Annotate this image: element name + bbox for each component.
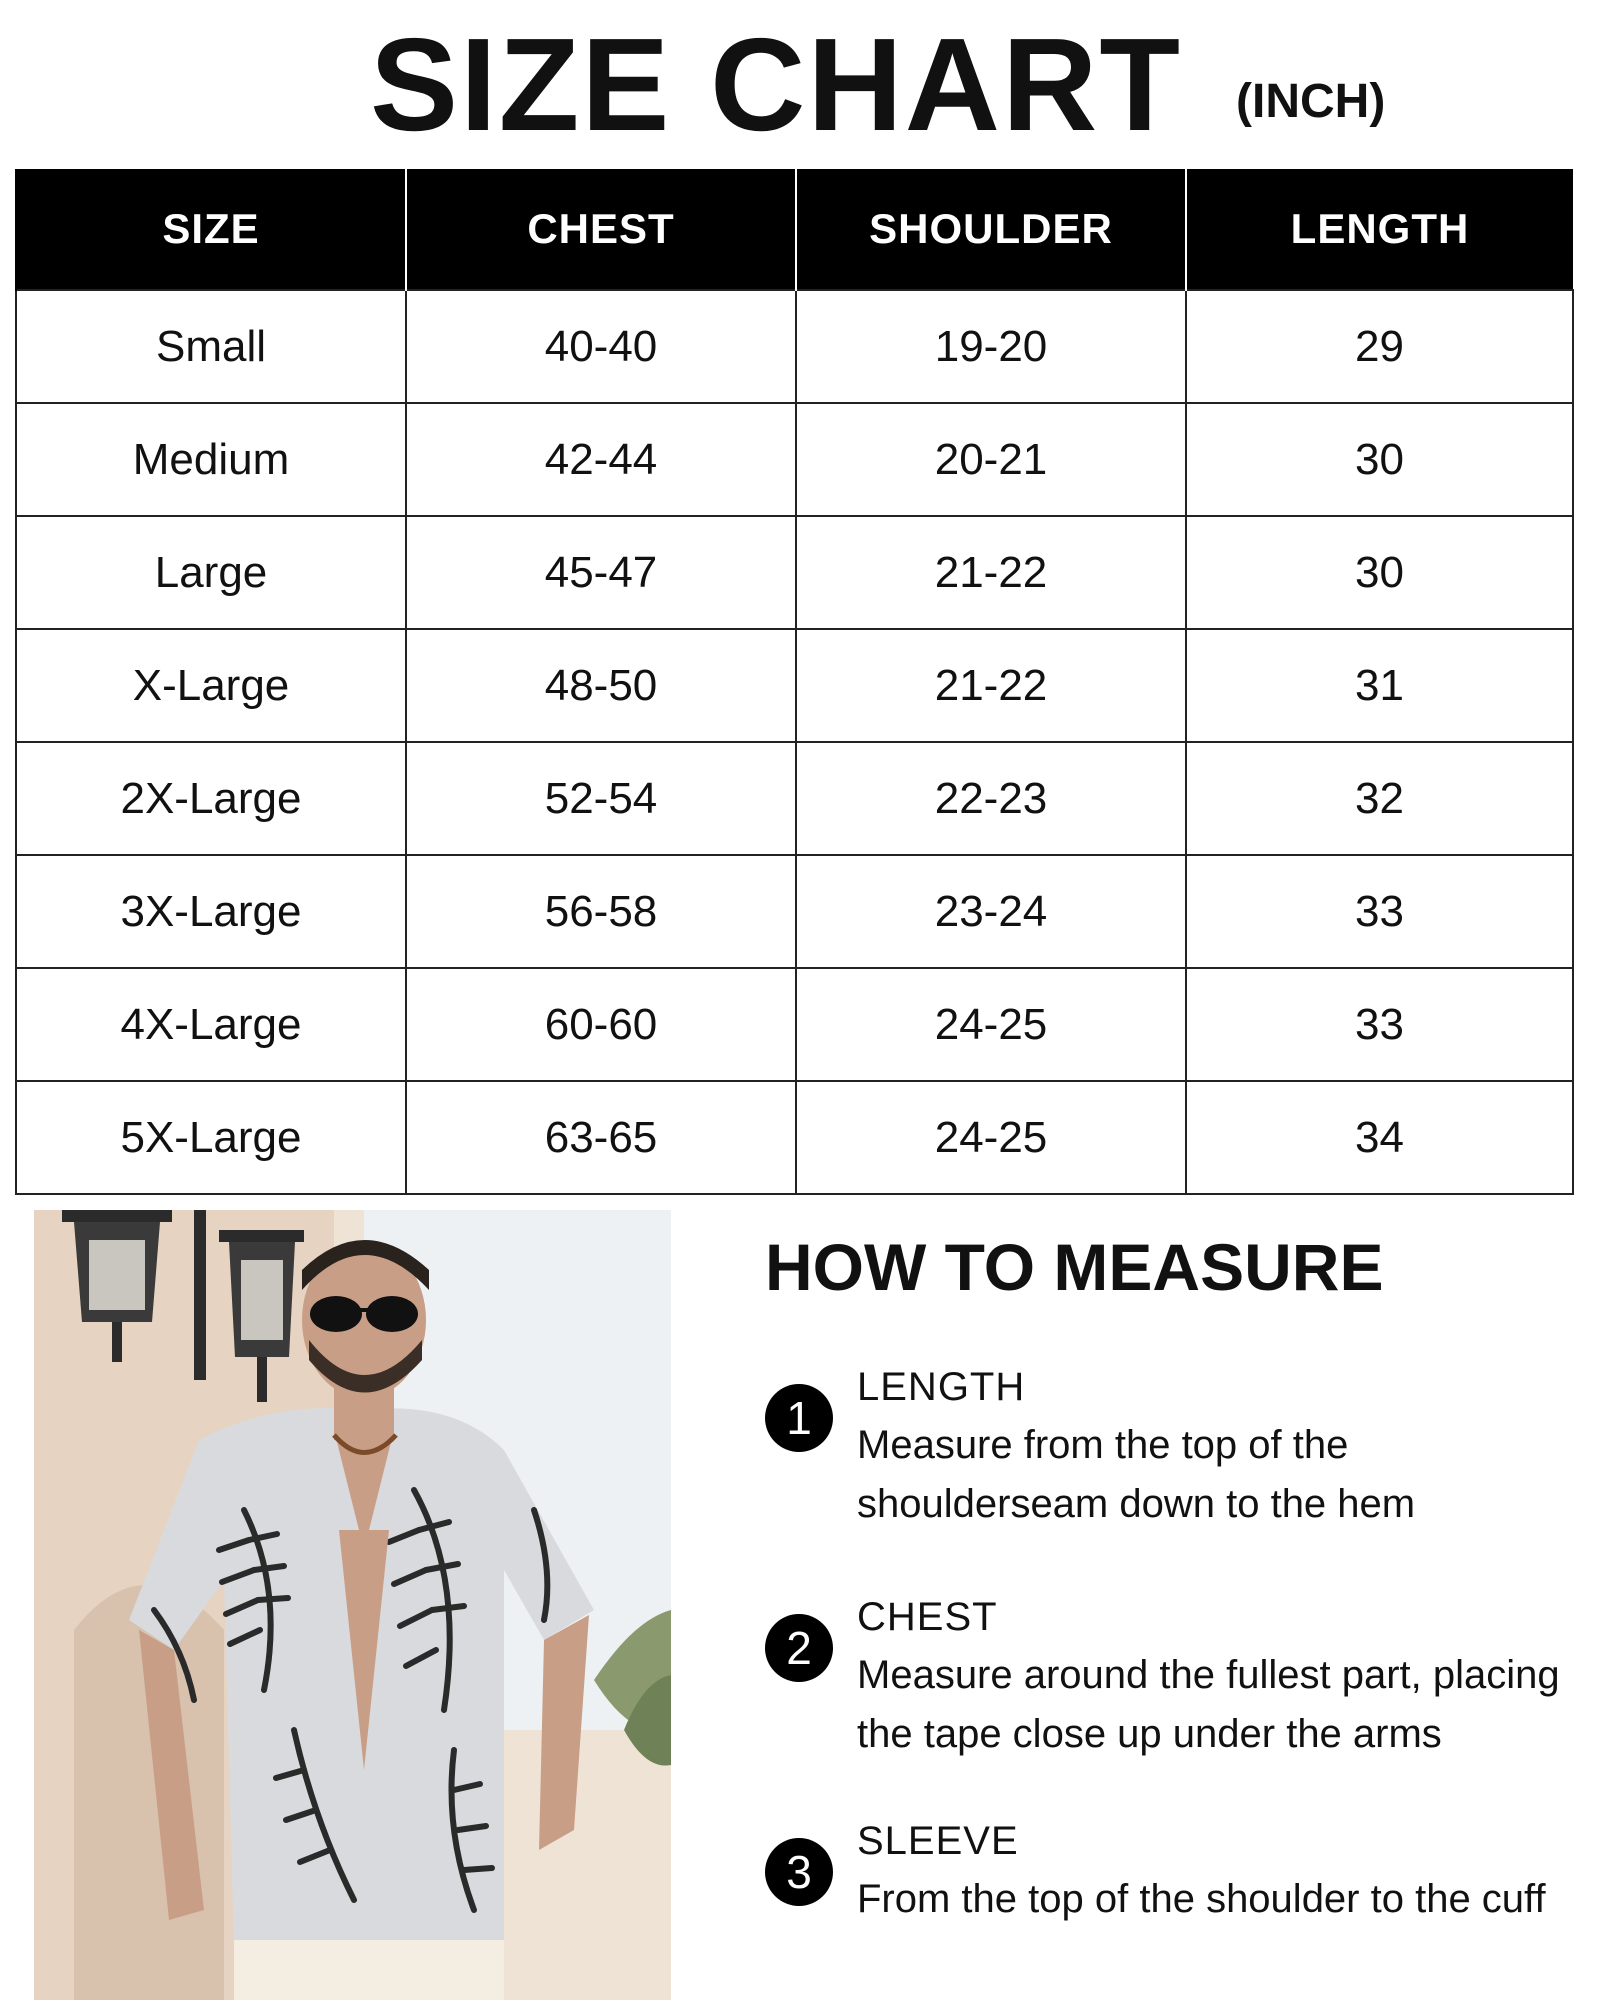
cell-chest: 45-47 [406,516,796,629]
cell-shoulder: 24-25 [796,968,1186,1081]
cell-size: 3X-Large [16,855,406,968]
cell-length: 33 [1186,968,1573,1081]
step-number-3: 3 [765,1838,833,1906]
how-to-measure-title: HOW TO MEASURE [765,1230,1384,1304]
cell-chest: 48-50 [406,629,796,742]
cell-chest: 56-58 [406,855,796,968]
header-size: SIZE [16,169,406,290]
step-heading: CHEST [857,1595,998,1639]
size-table [15,169,1574,1195]
table-header-row [16,169,1573,290]
header-chest: CHEST [406,169,796,290]
step-text [857,1358,1597,1534]
title-bar [0,10,1600,160]
table-row [16,1081,1573,1194]
cell-shoulder: 20-21 [796,403,1186,516]
cell-size: Medium [16,403,406,516]
step-description-line: From the top of the shoulder to the cuff [857,1877,1546,1921]
unit-label: (INCH) [1236,75,1386,128]
table-row [16,742,1573,855]
step-description-line: Measure around the fullest part, placing [857,1653,1560,1697]
cell-size: 2X-Large [16,742,406,855]
cell-size: X-Large [16,629,406,742]
step-description-line: shoulderseam down to the hem [857,1482,1416,1526]
cell-shoulder: 23-24 [796,855,1186,968]
step-description-line: the tape close up under the arms [857,1712,1442,1756]
step-heading: LENGTH [857,1365,1026,1409]
cell-chest: 40-40 [406,290,796,403]
cell-chest: 42-44 [406,403,796,516]
table-row [16,290,1573,403]
cell-size: Small [16,290,406,403]
table-row [16,968,1573,1081]
step-number-1: 1 [765,1384,833,1452]
cell-length: 31 [1186,629,1573,742]
cell-shoulder: 22-23 [796,742,1186,855]
cell-length: 30 [1186,403,1573,516]
header-length: LENGTH [1186,169,1573,290]
cell-shoulder: 21-22 [796,516,1186,629]
step-description-line: Measure from the top of the [857,1423,1349,1467]
cell-size: Large [16,516,406,629]
model-photo [34,1210,671,2000]
how-to-measure-panel [765,1222,1585,1982]
cell-size: 4X-Large [16,968,406,1081]
cell-chest: 63-65 [406,1081,796,1194]
cell-chest: 52-54 [406,742,796,855]
step-number-2: 2 [765,1614,833,1682]
table-row [16,516,1573,629]
step-heading: SLEEVE [857,1819,1019,1863]
step-text [857,1812,1597,1929]
cell-shoulder: 24-25 [796,1081,1186,1194]
cell-length: 33 [1186,855,1573,968]
cell-shoulder: 19-20 [796,290,1186,403]
cell-size: 5X-Large [16,1081,406,1194]
cell-chest: 60-60 [406,968,796,1081]
table-row [16,629,1573,742]
cell-length: 30 [1186,516,1573,629]
page-title: SIZE CHART [370,11,1182,158]
cell-shoulder: 21-22 [796,629,1186,742]
cell-length: 32 [1186,742,1573,855]
header-shoulder: SHOULDER [796,169,1186,290]
step-text [857,1588,1597,1764]
table-row [16,855,1573,968]
cell-length: 29 [1186,290,1573,403]
cell-length: 34 [1186,1081,1573,1194]
table-row [16,403,1573,516]
